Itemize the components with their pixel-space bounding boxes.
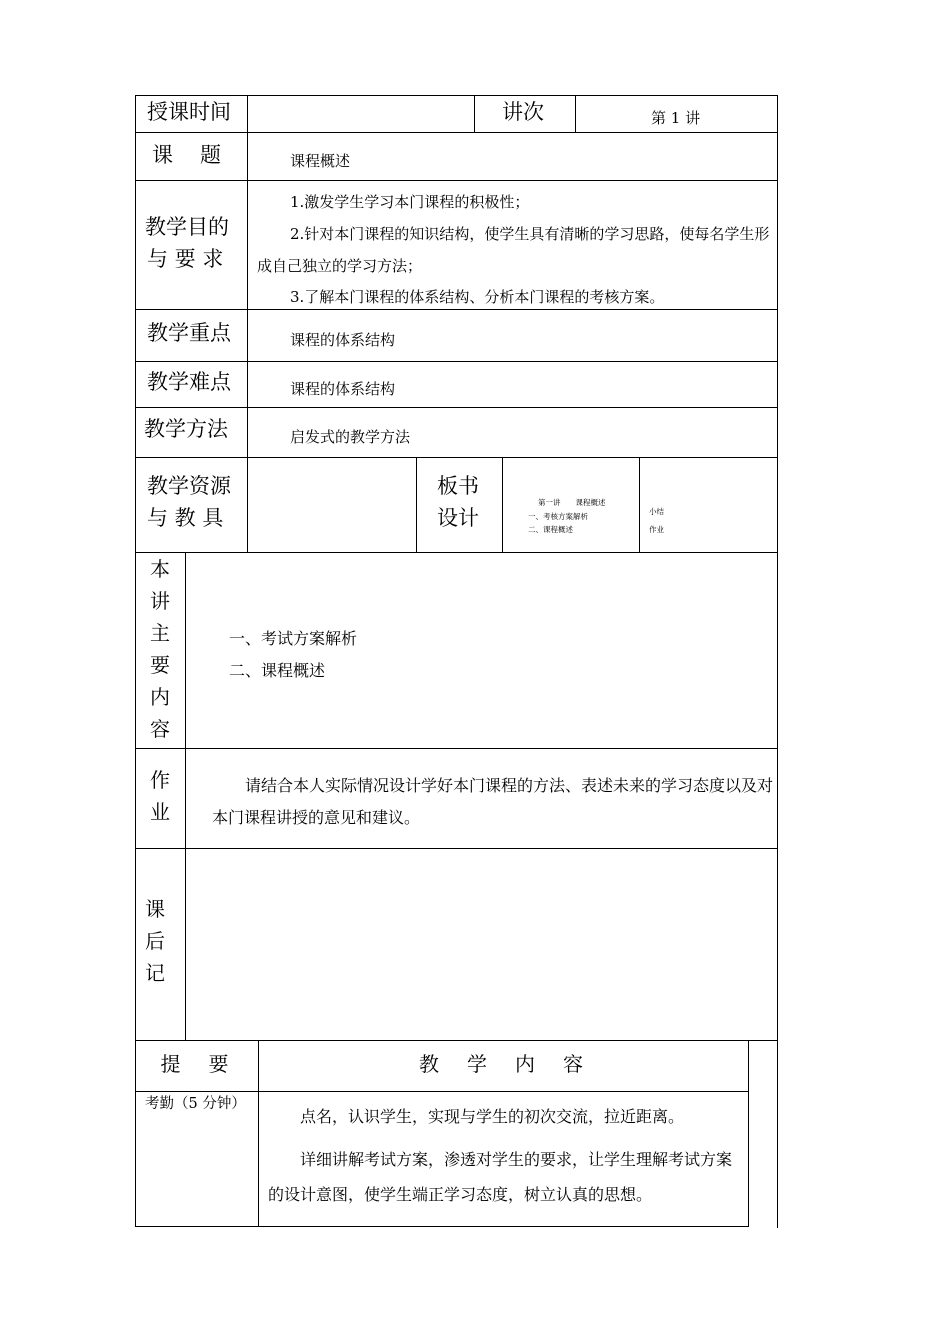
main-content-label-char: 内 (150, 685, 170, 709)
afterword-label-char: 记 (145, 961, 165, 985)
teaching-col-outline-header: 提 要 (160, 1052, 233, 1076)
main-content-label-char: 本 (150, 557, 170, 581)
key-points-value: 课程的体系结构 (290, 331, 396, 349)
main-content-item: 二、课程概述 (229, 661, 326, 680)
afterword-label-char: 课 (145, 897, 165, 921)
difficulties-value: 课程的体系结构 (290, 380, 396, 398)
lecture-value: 第 1 讲 (651, 109, 701, 127)
objective-item-2: 2.针对本门课程的知识结构，使学生具有清晰的学习思路，使每名学生形成自己独立的学习方法； (257, 225, 770, 275)
topic-value: 课程概述 (290, 152, 351, 170)
main-content-label-char: 主 (150, 621, 170, 645)
resources-label-line2: 与 教 具 (147, 506, 224, 530)
method-value: 启发式的教学方法 (290, 428, 411, 446)
objective-item-3: 3.了解本门课程的体系结构、分析本门课程的考核方案。 (290, 288, 665, 306)
board-line-2: 一、考核方案解析 (528, 512, 588, 521)
resources-label-line1: 教学资源 (147, 474, 231, 498)
main-content-label-char: 容 (150, 717, 170, 741)
teaching-col-content-header: 教 学 内 容 (419, 1052, 587, 1076)
main-content-item: 一、考试方案解析 (229, 629, 358, 648)
homework-label-char: 业 (150, 800, 170, 824)
board-side-homework: 作业 (649, 525, 664, 534)
method-label: 教学方法 (144, 417, 228, 441)
board-design-label-line2: 设计 (437, 506, 479, 530)
main-content-label-char: 讲 (150, 589, 170, 613)
main-content-label-char: 要 (150, 653, 170, 677)
difficulties-label: 教学难点 (147, 370, 231, 394)
teaching-row-paragraph: 详细讲解考试方案，渗透对学生的要求，让学生理解考试方案的设计意图，使学生端正学习态度，树立认真的思想。 (268, 1150, 733, 1204)
afterword-label-char: 后 (145, 929, 165, 953)
board-design-label-line1: 板书 (437, 474, 479, 498)
key-points-label: 教学重点 (147, 321, 231, 345)
teaching-row-paragraph: 点名，认识学生，实现与学生的初次交流，拉近距离。 (300, 1107, 685, 1126)
lecture-label: 讲次 (502, 100, 544, 124)
homework-label-char: 作 (150, 768, 170, 792)
board-side-summary: 小结 (649, 507, 664, 516)
time-label: 授课时间 (147, 100, 231, 124)
board-line-3: 二、课程概述 (528, 525, 573, 534)
objectives-label-line1: 教学目的 (145, 215, 229, 239)
homework-text: 请结合本人实际情况设计学好本门课程的方法、表述未来的学习态度以及对本门课程讲授的意见和建议。 (212, 776, 774, 827)
objective-item-1: 1.激发学生学习本门课程的积极性； (290, 193, 530, 211)
board-line-1: 第一讲 课程概述 (538, 498, 606, 507)
teaching-row-outline: 考勤（5 分钟） (145, 1096, 246, 1112)
objectives-label-line2: 与 要 求 (147, 247, 224, 271)
topic-label: 课 题 (152, 143, 224, 167)
